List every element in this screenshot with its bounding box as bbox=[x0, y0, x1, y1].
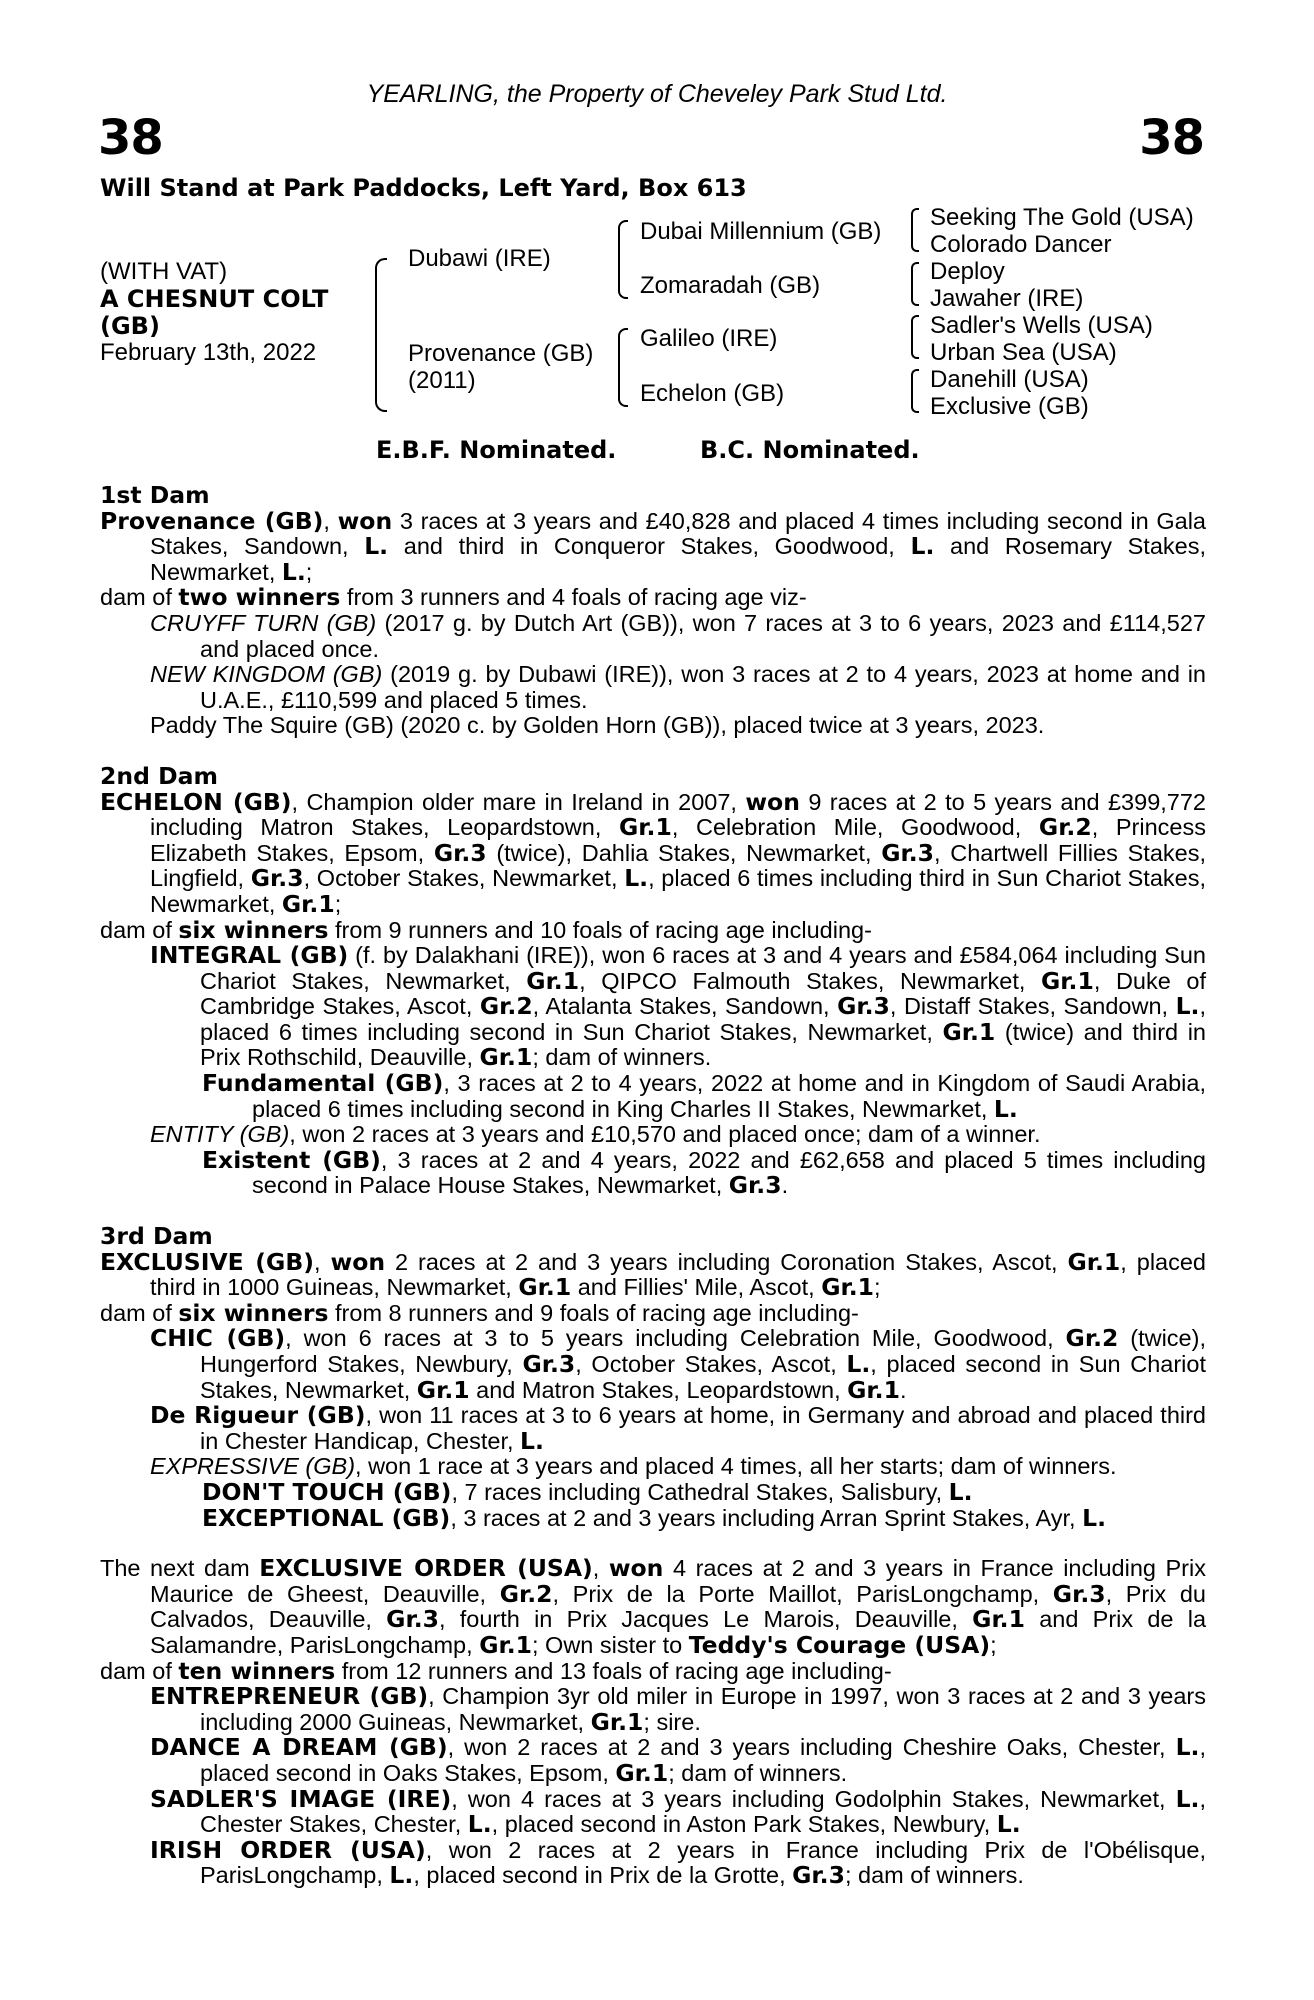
second-dam-produce: dam of six winners from 9 runners and 10 foals of racing age including- bbox=[100, 915, 872, 944]
second-dam-heading: 2nd Dam bbox=[100, 761, 218, 790]
pedigree-sire-sire: Dubai Millennium (GB) bbox=[640, 218, 882, 245]
list-item: De Rigueur (GB), won 11 races at 3 to 6 years at home, in Germany and abroad and placed third in Chester Handicap, Chester, L. bbox=[150, 1401, 1206, 1455]
horse-name: A CHESNUT COLT bbox=[100, 285, 329, 313]
pedigree-notes bbox=[100, 483, 1206, 1889]
pedigree-brace-sd bbox=[911, 262, 919, 306]
first-dam-produce: dam of two winners from 3 runners and 4 foals of racing age viz- bbox=[100, 583, 807, 612]
list-item: NEW KINGDOM (GB) (2019 g. by Dubawi (IRE)), won 3 races at 2 to 4 years, 2023 at home and in U.A.E., £110,599 and placed 5 times. bbox=[150, 661, 1206, 713]
third-dam-section bbox=[100, 1224, 1206, 1531]
list-item: ENTITY (GB), won 2 races at 3 years and £10,570 and placed once; dam of a winner. bbox=[150, 1121, 1041, 1148]
pedigree-sire: Dubawi (IRE) bbox=[408, 245, 551, 272]
pedigree-dsd: Urban Sea (USA) bbox=[930, 339, 1117, 366]
second-dam-record: ECHELON (GB), Champion older mare in Ireland in 2007, won 9 races at 2 to 5 years and £399,772 including Matron Stakes, Leopardstown, Gr.1, Celebration Mile, Goodwood, Gr.2, Princess Elizabeth Stakes, Epsom, Gr.3 (twice), Dahlia Stakes, Newmarket, Gr.3, Chartwell Fillies Stakes, Lingfield, Gr.3, October Stakes, Newmarket, L., placed 6 times including third in Sun Chariot Stakes, Newmarket, Gr.1; bbox=[100, 787, 1207, 918]
third-dam-heading: 3rd Dam bbox=[100, 1222, 213, 1251]
foaling-date: February 13th, 2022 bbox=[100, 339, 317, 366]
pedigree-dam: Provenance (GB) bbox=[408, 340, 594, 367]
next-dam-section bbox=[100, 1556, 1206, 1889]
pedigree-dam-year: (2011) bbox=[408, 367, 476, 394]
first-dam-record: Provenance (GB), won 3 races at 3 years and £40,828 and placed 4 times including second in Gala Stakes, Sandown, L. and third in Conqueror Stakes, Goodwood, L. and Rosemary Stakes, Newmarket, L.; bbox=[100, 506, 1207, 586]
list-item: IRISH ORDER (USA), won 2 races at 2 years in France including Prix de l'Obélisque, ParisLongchamp, L., placed second in Prix de la Grotte, Gr.3; dam of winners. bbox=[150, 1835, 1206, 1890]
list-item: CHIC (GB), won 6 races at 3 to 5 years including Celebration Mile, Goodwood, Gr.2 (twice), Hungerford Stakes, Newbury, Gr.3, October Stakes, Ascot, L., placed second in Sun Chariot Stakes, Newmarket, Gr.1 and Matron Stakes, Leopardstown, Gr.1. bbox=[150, 1324, 1207, 1404]
first-dam-section bbox=[100, 483, 1206, 739]
stand-location: Will Stand at Park Paddocks, Left Yard, Box 613 bbox=[100, 174, 747, 202]
pedigree-dam-sire: Galileo (IRE) bbox=[640, 325, 778, 352]
pedigree-sds: Deploy bbox=[930, 258, 1005, 285]
pedigree-sire-dam: Zomaradah (GB) bbox=[640, 272, 821, 299]
pedigree-dam-dam: Echelon (GB) bbox=[640, 380, 785, 407]
pedigree-dds: Danehill (USA) bbox=[930, 366, 1089, 393]
next-dam-produce: dam of ten winners from 12 runners and 13 foals of racing age including- bbox=[100, 1656, 892, 1685]
list-item: EXCEPTIONAL (GB), 3 races at 2 and 3 years including Arran Sprint Stakes, Ayr, L. bbox=[202, 1503, 1107, 1532]
list-item: DANCE A DREAM (GB), won 2 races at 2 and 3 years including Cheshire Oaks, Chester, L., placed second in Oaks Stakes, Epsom, Gr.1; dam of winners. bbox=[150, 1733, 1206, 1787]
pedigree-sdd: Jawaher (IRE) bbox=[930, 285, 1084, 312]
next-dam-record: The next dam EXCLUSIVE ORDER (USA), won 4 races at 2 and 3 years in France including Prix Maurice de Gheest, Deauville, Gr.2, Prix de la Porte Maillot, ParisLongchamp, Gr.3, Prix du Calvados, Deauville, Gr.3, fourth in Prix Jacques Le Marois, Deauville, Gr.1 and Prix de la Salamandre, ParisLongchamp, Gr.1; Own sister to Teddy's Courage (USA); bbox=[100, 1554, 1207, 1659]
second-dam-section bbox=[100, 761, 1207, 1200]
pedigree-brace-dam bbox=[618, 328, 628, 407]
pedigree-dss: Sadler's Wells (USA) bbox=[930, 312, 1153, 339]
pedigree-brace-main bbox=[375, 258, 387, 412]
list-item: CRUYFF TURN (GB) (2017 g. by Dutch Art (GB)), won 7 races at 3 to 6 years, 2023 and £114,527 and placed once. bbox=[150, 609, 1206, 662]
pedigree-brace-ss bbox=[911, 208, 919, 252]
list-item: Paddy The Squire (GB) (2020 c. by Golden Horn (GB)), placed twice at 3 years, 2023. bbox=[150, 712, 1045, 739]
list-item: EXPRESSIVE (GB), won 1 race at 3 years and placed 4 times, all her starts; dam of winners. bbox=[150, 1453, 1117, 1480]
bc-nomination: B.C. Nominated. bbox=[700, 436, 920, 464]
list-item: Fundamental (GB), 3 races at 2 to 4 years, 2022 at home and in Kingdom of Saudi Arabia, placed 6 times including second in King Charles II Stakes, Newmarket, L. bbox=[202, 1069, 1207, 1123]
lot-number-right: 38 bbox=[1139, 110, 1204, 166]
list-item: DON'T TOUCH (GB), 7 races including Cathedral Stakes, Salisbury, L. bbox=[202, 1477, 973, 1506]
vat-note: (WITH VAT) bbox=[100, 258, 228, 285]
list-item: INTEGRAL (GB) (f. by Dalakhani (IRE)), won 6 races at 3 and 4 years and £584,064 including Sun Chariot Stakes, Newmarket, Gr.1, QIPCO Falmouth Stakes, Newmarket, Gr.1, Duke of Cambridge Stakes, Ascot, Gr.2, Atalanta Stakes, Sandown, Gr.3, Distaff Stakes, Sandown, L., placed 6 times including second in Sun Chariot Stakes, Newmarket, Gr.1 (twice) and third in Prix Rothschild, Deauville, Gr.1; dam of winners. bbox=[150, 941, 1207, 1072]
lot-number-left: 38 bbox=[98, 110, 163, 166]
pedigree-ssd: Colorado Dancer bbox=[930, 231, 1112, 258]
pedigree-brace-ds bbox=[911, 315, 919, 359]
list-item: Existent (GB), 3 races at 2 and 4 years, 2022 and £62,658 and placed 5 times including second in Palace House Stakes, Newmarket, Gr.3. bbox=[202, 1145, 1206, 1200]
horse-origin: (GB) bbox=[100, 312, 160, 340]
pedigree-ddd: Exclusive (GB) bbox=[930, 393, 1089, 420]
list-item: SADLER'S IMAGE (IRE), won 4 races at 3 years including Godolphin Stakes, Newmarket, L., Chester Stakes, Chester, L., placed second in Aston Park Stakes, Newbury, L. bbox=[150, 1784, 1206, 1839]
ebf-nomination: E.B.F. Nominated. bbox=[376, 436, 617, 464]
third-dam-produce: dam of six winners from 8 runners and 9 foals of racing age including- bbox=[100, 1298, 859, 1327]
pedigree-brace-sire bbox=[618, 220, 628, 299]
list-item: ENTREPRENEUR (GB), Champion 3yr old miler in Europe in 1997, won 3 races at 2 and 3 years including 2000 Guineas, Newmarket, Gr.1; sire. bbox=[150, 1682, 1206, 1736]
first-dam-heading: 1st Dam bbox=[100, 481, 210, 509]
third-dam-record: EXCLUSIVE (GB), won 2 races at 2 and 3 years including Coronation Stakes, Ascot, Gr.1, placed third in 1000 Guineas, Newmarket, Gr.1 and Fillies' Mile, Ascot, Gr.1; bbox=[100, 1247, 1207, 1302]
page-heading: YEARLING, the Property of Cheveley Park Stud Ltd. bbox=[366, 80, 948, 108]
pedigree-sss: Seeking The Gold (USA) bbox=[930, 204, 1194, 231]
pedigree-brace-dd bbox=[911, 369, 919, 413]
